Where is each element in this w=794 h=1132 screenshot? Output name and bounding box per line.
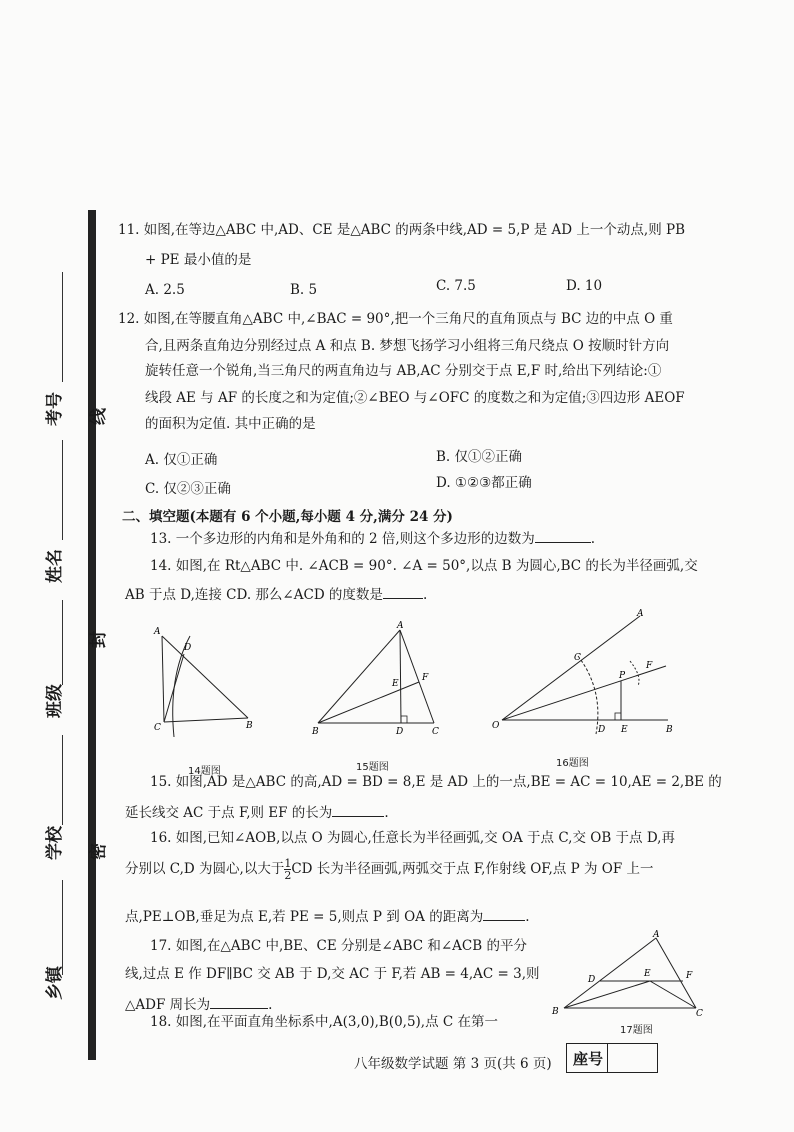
figure-14 bbox=[150, 622, 260, 742]
q12-option-c: C. 仅②③正确 bbox=[145, 481, 231, 497]
f17-label-e: E bbox=[644, 969, 651, 979]
f14-label-b: B bbox=[246, 721, 253, 731]
q16-line2b: CD 长为半径画弧,两弧交于点 F,作射线 OF,点 P 为 OF 上一 bbox=[291, 861, 654, 877]
q17-line3: △ADF 周长为 . bbox=[125, 997, 273, 1013]
name-line bbox=[62, 440, 63, 540]
caption-16: 16题图 bbox=[556, 758, 589, 769]
f15-label-d: D bbox=[396, 727, 404, 737]
seat-divider bbox=[607, 1044, 608, 1072]
f16-label-a: A bbox=[637, 609, 644, 619]
seat-label: 座号 bbox=[573, 1049, 604, 1068]
town-line bbox=[62, 880, 63, 975]
q14-answer-blank[interactable] bbox=[383, 586, 423, 599]
q12-line2: 合,且两条直角边分别经过点 A 和点 B. 梦想飞扬学习小组将三角尺绕点 O 按顺时针方向 bbox=[145, 338, 670, 354]
f16-label-d: D bbox=[598, 725, 606, 735]
q12-option-b: B. 仅①②正确 bbox=[436, 449, 523, 465]
f14-label-d: D bbox=[184, 643, 192, 653]
label-school: 学校 bbox=[45, 826, 65, 860]
section-2-heading: 二、填空题(本题有 6 个小题,每小题 4 分,满分 24 分) bbox=[122, 509, 453, 525]
f14-label-c: C bbox=[154, 723, 161, 733]
q14-line1: 14. 如图,在 Rt△ABC 中. ∠ACB = 90°. ∠A = 50°,以点 B 为圆心,BC 的长为半径画弧,交 bbox=[150, 558, 698, 574]
q13-answer-blank[interactable] bbox=[535, 530, 591, 543]
figure-17 bbox=[548, 928, 708, 1018]
q12-option-a: A. 仅①正确 bbox=[145, 452, 218, 468]
q11-line1: 11. 如图,在等边△ABC 中,AD、CE 是△ABC 的两条中线,AD = 5,P 是 AD 上一个动点,则 PB bbox=[118, 222, 685, 238]
q15-line1: 15. 如图,AD 是△ABC 的高,AD = BD = 8,E 是 AD 上的一点,BE = AC = 10,AE = 2,BE 的 bbox=[150, 774, 722, 790]
q14-line2: AB 于点 D,连接 CD. 那么∠ACD 的度数是 . bbox=[125, 587, 428, 603]
f17-label-c: C bbox=[696, 1009, 703, 1018]
label-name: 姓名 bbox=[45, 549, 65, 583]
f16-label-b: B bbox=[666, 725, 673, 735]
q16-line1: 16. 如图,已知∠AOB,以点 O 为圆心,任意长为半径画弧,交 OA 于点 C,交 OB 于点 D,再 bbox=[150, 830, 675, 846]
q11-option-d: D. 10 bbox=[566, 278, 603, 294]
q12-line3: 旋转任意一个锐角,当三角尺的两直角边与 AB,AC 分别交于点 E,F 时,给出下列结论:① bbox=[145, 363, 662, 379]
q15-line2-text: 延长线交 AC 于点 F,则 EF 的长为 bbox=[125, 805, 333, 821]
q15-line2: 延长线交 AC 于点 F,则 EF 的长为 . bbox=[125, 805, 389, 821]
q17-line1: 17. 如图,在△ABC 中,BE、CE 分别是∠ABC 和∠ACB 的平分 bbox=[150, 938, 527, 954]
q18-line1: 18. 如图,在平面直角坐标系中,A(3,0),B(0,5),点 C 在第一 bbox=[150, 1014, 499, 1030]
seal-secret-char: 密 bbox=[89, 843, 109, 860]
q11-option-c: C. 7.5 bbox=[436, 278, 476, 294]
f15-label-c: C bbox=[432, 727, 439, 737]
f15-label-e: E bbox=[392, 679, 399, 689]
q15-answer-blank[interactable] bbox=[332, 804, 384, 817]
f16-label-e: E bbox=[621, 725, 628, 735]
seal-line-char: 线 bbox=[89, 408, 109, 425]
q12-option-d: D. ①②③都正确 bbox=[436, 475, 532, 491]
label-town: 乡镇 bbox=[45, 966, 65, 1000]
figure-15 bbox=[308, 620, 448, 740]
q16-line3: 点,PE⊥OB,垂足为点 E,若 PE = 5,则点 P 到 OA 的距离为 . bbox=[125, 909, 530, 925]
q16-line3-text: 点,PE⊥OB,垂足为点 E,若 PE = 5,则点 P 到 OA 的距离为 bbox=[125, 909, 484, 925]
q11-option-b: B. 5 bbox=[290, 282, 318, 298]
q11-line2: + PE 最小值的是 bbox=[145, 252, 252, 268]
seal-seal-char: 封 bbox=[89, 631, 109, 648]
q12-line1: 12. 如图,在等腰直角△ABC 中,∠BAC = 90°,把一个三角尺的直角顶点与 BC 边的中点 O 重 bbox=[118, 311, 673, 327]
page-info: 八年级数学试题 第 3 页(共 6 页) bbox=[354, 1056, 552, 1072]
f16-label-p: P bbox=[619, 671, 626, 681]
f17-label-a: A bbox=[653, 930, 660, 940]
caption-17: 17题图 bbox=[620, 1025, 653, 1036]
f15-label-a: A bbox=[397, 621, 404, 631]
caption-14: 14题图 bbox=[188, 766, 221, 777]
q16-frac-den: 2 bbox=[284, 869, 292, 882]
q16-frac-num: 1 bbox=[284, 857, 292, 870]
class-line bbox=[62, 600, 63, 685]
q17-line3-text: △ADF 周长为 bbox=[125, 997, 211, 1013]
label-class: 班级 bbox=[45, 684, 65, 718]
q11-option-a: A. 2.5 bbox=[145, 282, 185, 298]
q17-line2: 线,过点 E 作 DF∥BC 交 AB 于 D,交 AC 于 F,若 AB = 4,AC = 3,则 bbox=[125, 966, 540, 982]
q17-answer-blank[interactable] bbox=[210, 996, 268, 1009]
f14-label-a: A bbox=[154, 627, 161, 637]
q12-line5: 的面积为定值. 其中正确的是 bbox=[145, 416, 316, 432]
f16-label-c: C bbox=[574, 653, 581, 663]
exam-no-line bbox=[62, 272, 63, 382]
figure-16 bbox=[480, 606, 680, 746]
f17-label-b: B bbox=[552, 1007, 559, 1017]
f17-label-f: F bbox=[686, 971, 693, 981]
f17-label-d: D bbox=[588, 975, 596, 985]
f16-label-o: O bbox=[492, 721, 500, 731]
q13-text: 13. 一个多边形的内角和是外角和的 2 倍,则这个多边形的边数为 bbox=[150, 531, 535, 547]
q16-line2 bbox=[125, 858, 654, 881]
label-exam-no: 考号 bbox=[45, 392, 65, 426]
f15-label-f: F bbox=[422, 673, 429, 683]
q16-answer-blank[interactable] bbox=[483, 908, 525, 921]
school-line bbox=[62, 735, 63, 825]
q16-line2a: 分别以 C,D 为圆心,以大于 bbox=[125, 861, 285, 877]
f16-label-f: F bbox=[646, 661, 653, 671]
q14-line2-text: AB 于点 D,连接 CD. 那么∠ACD 的度数是 bbox=[125, 587, 383, 603]
caption-15: 15题图 bbox=[356, 762, 389, 773]
seat-number-box bbox=[566, 1043, 658, 1073]
q13: 13. 一个多边形的内角和是外角和的 2 倍,则这个多边形的边数为 . bbox=[150, 531, 596, 547]
f15-label-b: B bbox=[312, 727, 319, 737]
q12-line4: 线段 AE 与 AF 的长度之和为定值;②∠BEO 与∠OFC 的度数之和为定值;③四边形 AEOF bbox=[145, 390, 685, 406]
